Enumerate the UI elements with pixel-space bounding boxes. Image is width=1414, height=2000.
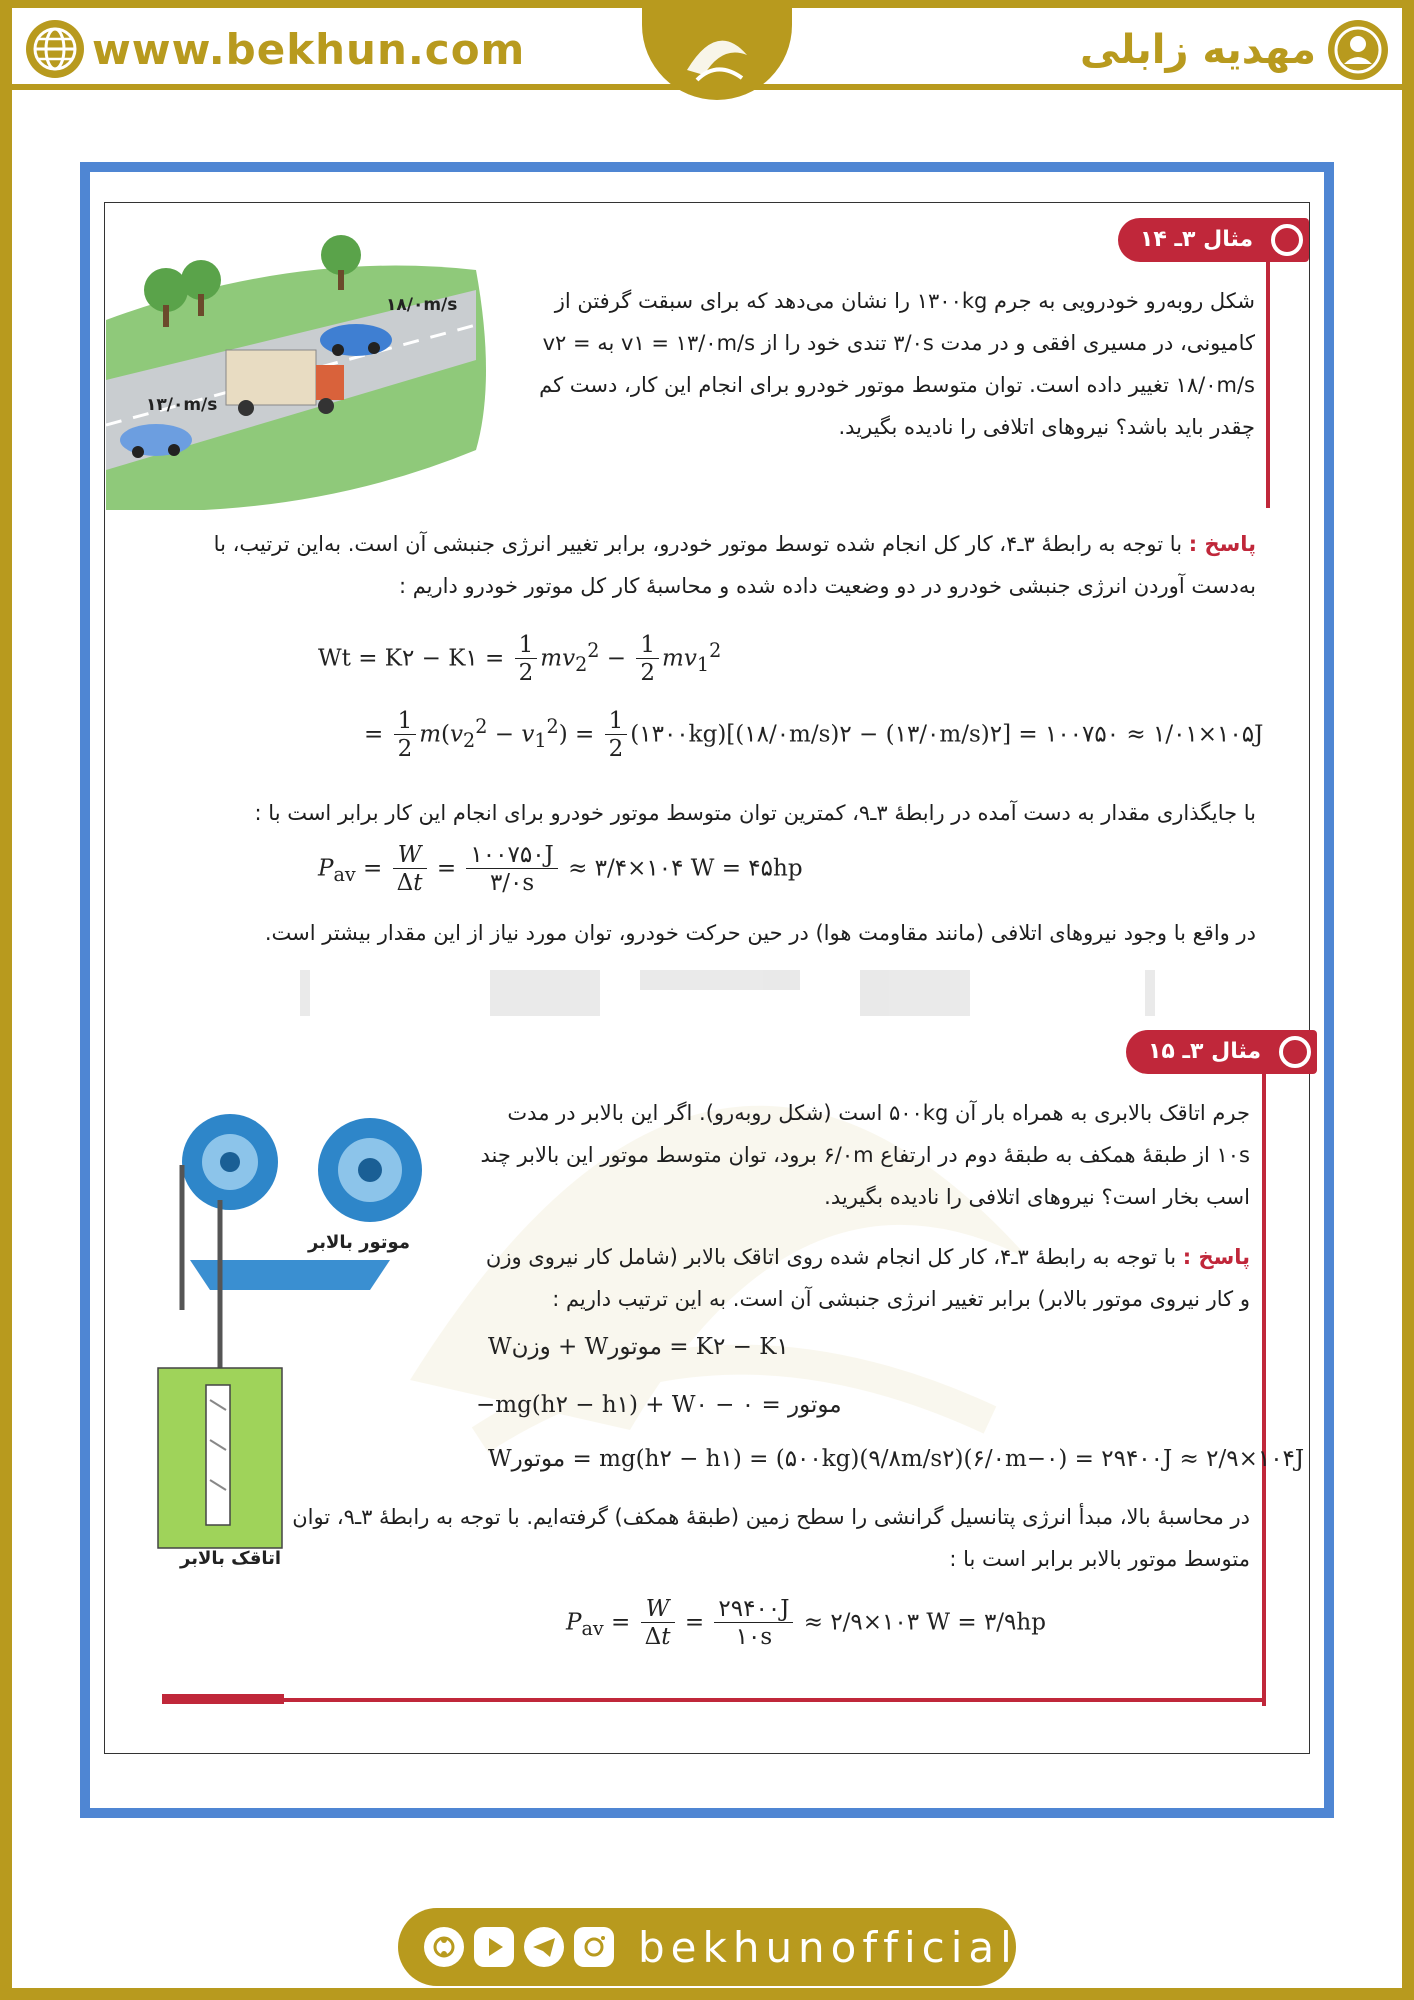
bottom-rule — [162, 1698, 1266, 1702]
power-fraction: $\frac{۲۹۴۰۰J}{۱۰s}$ — [714, 1596, 793, 1651]
half-fraction: $\frac{1}{2}$ — [636, 632, 659, 687]
power-equation-15: $P_{av}$ = $\frac{W}{\Delta t}$ = $\frac{۲۹۴۰۰J}{۱۰s}$ ≈ ۲/۹×۱۰۳ W = ۳/۹hp — [566, 1596, 1046, 1650]
author — [1080, 20, 1388, 80]
work-equation-c: Wموتور = mg(h۲ − h۱) = (۵۰۰kg)(۹/۸m/s۲)(۶/۰m−۰) = ۲۹۴۰۰J ≈ ۲/۹×۱۰۴J — [488, 1446, 1305, 1472]
example-15-rule — [1262, 1070, 1266, 1706]
power-fraction: $\frac{۱۰۰۷۵۰J}{۳/۰s}$ — [466, 842, 557, 897]
bottom-rule-accent — [162, 1694, 284, 1704]
work-equation-1: Wt = K۲ − K۱ = $\frac{1}{2}$ $mv_2^2$ − $\frac{1}{2}$ $mv_1^2$ — [318, 632, 722, 686]
half-fraction: $\frac{1}{2}$ — [394, 708, 417, 763]
w-over-t: $\frac{W}{\Delta t}$ — [393, 842, 427, 897]
power-equation-14: $P_{av}$ = $\frac{W}{\Delta t}$ = $\frac{۱۰۰۷۵۰J}{۳/۰s}$ ≈ ۳/۴×۱۰۴ W = ۴۵hp — [318, 842, 803, 896]
work-equation-b: −mg(h۲ − h۱) + Wموتور = ۰ − ۰ — [476, 1392, 842, 1418]
example-14-problem: شکل روبه‌رو خودرویی به جرم ۱۳۰۰kg را نشان می‌دهد که برای سبقت گرفتن از کامیونی، در مسیری افقی و در مدت ۳/۰s تندی خود را از v۱ = ۱۳/۰m/s به v۲ = ۱۸/۰m/s تغییر داده است. توان متوسط موتور خودرو برای انجام این کار، دست کم چقدر باید باشد؟ نیروهای اتلافی را نادیده بگیرید. — [539, 289, 1255, 439]
footer-social-bar — [398, 1908, 1016, 1986]
work-equation-2: = $\frac{1}{2}$ $m(v_2^2 - v_1^2)$ = $\frac{1}{2}$ (۱۳۰۰kg)[(۱۸/۰m/s)۲ − (۱۳/۰m/s)۲] = ۱۰۰۷۵۰ ≈ ۱/۰۱×۱۰۵J — [364, 708, 1264, 762]
answer-label: پاسخ : — [1188, 532, 1256, 556]
example-15-badge — [1126, 1030, 1317, 1074]
eq2-tail: (۱۳۰۰kg)[(۱۸/۰m/s)۲ − (۱۳/۰m/s)۲] = ۱۰۰۷۵۰ ≈ ۱/۰۱×۱۰۵J — [630, 721, 1264, 748]
example-14-title: مثال ۳ـ ۱۴ — [1140, 227, 1254, 252]
youtube-icon[interactable] — [474, 1927, 514, 1967]
speed-label-bottom: ۱۳/۰m/s — [146, 395, 218, 415]
work-equation-a: Wوزن + Wموتور = K۲ − K۱ — [488, 1334, 789, 1360]
example-14-mid-text: با جایگذاری مقدار به دست آمده در رابطهٔ ۳ـ۹، کمترین توان متوسط موتور خودرو برای انجام این کار برابر است با : — [254, 801, 1256, 825]
car-icon — [320, 324, 392, 356]
speed-label-top: ۱۸/۰m/s — [386, 295, 458, 315]
user-icon — [1328, 20, 1388, 80]
badge-dot — [1271, 224, 1303, 256]
example-15-title: مثال ۳ـ ۱۵ — [1148, 1039, 1262, 1064]
car-overtake-figure — [106, 230, 486, 510]
header — [12, 8, 1402, 90]
example-14-answer — [180, 523, 1256, 607]
example-15-problem: جرم اتاقک بالابری به همراه بار آن ۵۰۰kg است (شکل روبه‌رو). اگر این بالابر در مدت ۱۰s از طبقهٔ همکف به طبقهٔ دوم در ارتفاع ۶/۰m برود، توان متوسط موتور این بالابر چند اسب بخار است؟ نیروهای اتلافی را نادیده بگیرید. — [480, 1101, 1250, 1209]
site-link[interactable] — [26, 20, 525, 78]
bekhun-logo — [642, 0, 792, 100]
example-15-answer — [470, 1236, 1250, 1320]
badge-dot — [1279, 1036, 1311, 1068]
example-15-after-text: در محاسبهٔ بالا، مبدأ انرژی پتانسیل گرانشی را سطح زمین (طبقهٔ همکف) گرفته‌ایم. با توجه به رابطهٔ ۳ـ۹، توان متوسط موتور بالابر برابر است با : — [292, 1505, 1250, 1571]
power-result: ≈ ۲/۹×۱۰۳ W = ۳/۹hp — [803, 1609, 1046, 1636]
w-over-t: $\frac{W}{\Delta t}$ — [641, 1596, 675, 1651]
cabin-caption: اتاقک بالابر — [180, 1548, 282, 1569]
eq1-left: Wt = K۲ − K۱ = — [318, 645, 505, 672]
answer-text: با توجه به رابطهٔ ۳ـ۴، کار کل انجام شده روی اتاقک بالابر (شامل کار نیروی وزن و کار نیروی موتور بالابر) برابر تغییر انرژی جنبشی آن است. به این ترتیب داریم : — [485, 1245, 1250, 1311]
instagram-icon[interactable] — [574, 1927, 614, 1967]
motor-caption: موتور بالابر — [308, 1232, 410, 1253]
answer-text: با توجه به رابطهٔ ۳ـ۴، کار کل انجام شده توسط موتور خودرو، برابر تغییر انرژی جنبشی آن است. به‌این ترتیب، با به‌دست آوردن انرژی جنبشی خودرو در دو وضعیت داده شده و محاسبهٔ کار کل موتور خودرو داریم : — [213, 532, 1256, 598]
half-fraction: $\frac{1}{2}$ — [515, 632, 538, 687]
globe-icon — [26, 20, 84, 78]
telegram-icon[interactable] — [524, 1927, 564, 1967]
answer-label: پاسخ : — [1182, 1245, 1250, 1269]
author-name: مهدیه زابلی — [1079, 27, 1316, 73]
footer-handle[interactable]: bekhunofficial — [638, 1922, 1018, 1972]
example-14-end-text: در واقع با وجود نیروهای اتلافی (مانند مقاومت هوا) در حین حرکت خودرو، توان مورد نیاز از این مقدار بیشتر است. — [264, 921, 1256, 945]
faded-artifact — [300, 970, 1160, 1016]
aparat-icon[interactable] — [424, 1927, 464, 1967]
example-14-badge — [1118, 218, 1309, 262]
power-result: ≈ ۳/۴×۱۰۴ W = ۴۵hp — [568, 855, 803, 882]
example-14-rule — [1266, 258, 1270, 508]
site-url: www.bekhun.com — [92, 24, 526, 74]
half-fraction: $\frac{1}{2}$ — [605, 708, 628, 763]
